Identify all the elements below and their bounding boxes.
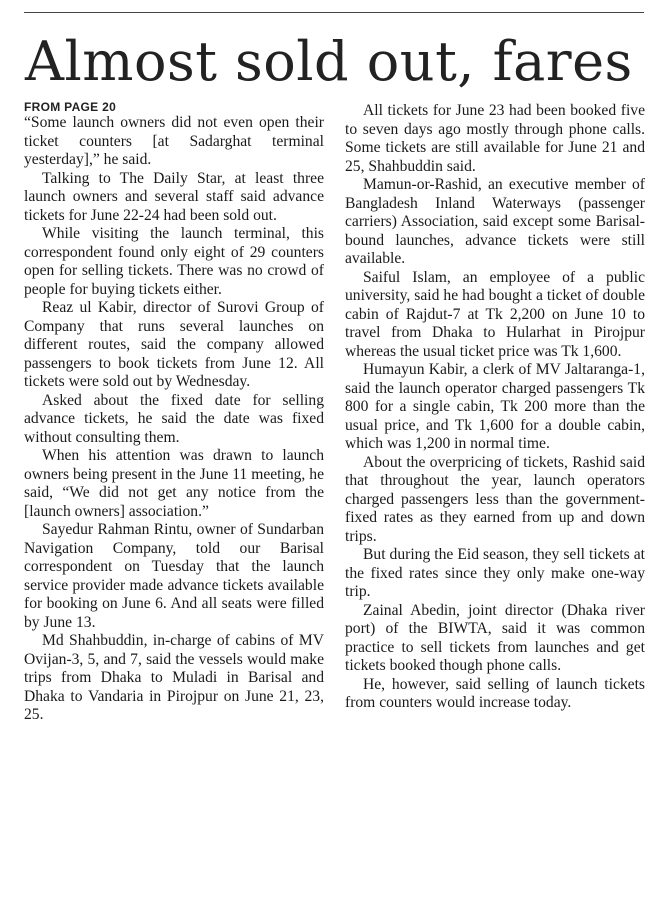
paragraph: While visiting the launch terminal, this correspondent found only eight of 29 counters open for selling tickets. There was no crowd of people for buying tickets either. bbox=[24, 225, 324, 298]
right-column bbox=[345, 102, 645, 713]
paragraph: Mamun-or-Rashid, an executive member of Bangladesh Inland Waterways (passenger carriers) Association, said except some Barisal-bound launches, advance tickets were still available. bbox=[345, 176, 645, 267]
top-rule bbox=[24, 12, 644, 13]
paragraph: Humayun Kabir, a clerk of MV Jaltaranga-1, said the launch operator charged passengers Tk 800 for a single cabin, Tk 200 more than the usual price, and Tk 1,600 for a double cabin, which was 1,200 in normal time. bbox=[345, 361, 645, 452]
left-column bbox=[24, 100, 324, 725]
paragraph: Reaz ul Kabir, director of Surovi Group of Company that runs several launches on different routes, said the company allowed passengers to book tickets from June 12. All tickets were sold out by Wednesday. bbox=[24, 299, 324, 390]
paragraph: Md Shahbuddin, in-charge of cabins of MV Ovijan-3, 5, and 7, said the vessels would make trips from Dhaka to Muladi in Barisal and Dhaka to Vandaria in Pirojpur on June 21, 23, 25. bbox=[24, 632, 324, 723]
paragraph: Talking to The Daily Star, at least three launch owners and several staff said advance tickets for June 22-24 had been sold out. bbox=[24, 169, 324, 224]
paragraph: “Some launch owners did not even open their ticket counters [at Sadarghat terminal yesterday],” he said. bbox=[24, 114, 324, 168]
paragraph: He, however, said selling of launch tickets from counters would increase today. bbox=[345, 675, 645, 711]
paragraph: Sayedur Rahman Rintu, owner of Sundarban Navigation Company, told our Barisal correspondent on Tuesday that the launch service provider made advance tickets available for booking on June 6. And all seats were filled by June 13. bbox=[24, 521, 324, 631]
paragraph: Asked about the fixed date for selling advance tickets, he said the date was fixed without consulting them. bbox=[24, 391, 324, 446]
paragraph: Zainal Abedin, joint director (Dhaka river port) of the BIWTA, said it was common practice to sell tickets from launches and get tickets booked though phone calls. bbox=[345, 601, 645, 674]
headline: Almost sold out, fares bbox=[25, 30, 633, 93]
paragraph: When his attention was drawn to launch owners being present in the June 11 meeting, he said, “We did not get any notice from the [launch owners] association.” bbox=[24, 447, 324, 520]
paragraph: Saiful Islam, an employee of a public university, said he had bought a ticket of double cabin of Rajdut-7 at Tk 2,200 on June 10 to travel from Dhaka to Hularhat in Pirojpur whereas the usual ticket price was Tk 1,600. bbox=[345, 268, 645, 360]
page-jump-kicker: FROM PAGE 20 bbox=[24, 100, 117, 114]
paragraph: About the overpricing of tickets, Rashid said that throughout the year, launch operators charged passengers less than the government-fixed rates as they earned from up and down trips. bbox=[345, 453, 645, 545]
paragraph: All tickets for June 23 had been booked five to seven days ago mostly through phone calls. Some tickets are still available for June 21 and 25, Shahbuddin said. bbox=[345, 102, 645, 175]
paragraph: But during the Eid season, they sell tickets at the fixed rates since they only make one-way trip. bbox=[345, 546, 645, 600]
